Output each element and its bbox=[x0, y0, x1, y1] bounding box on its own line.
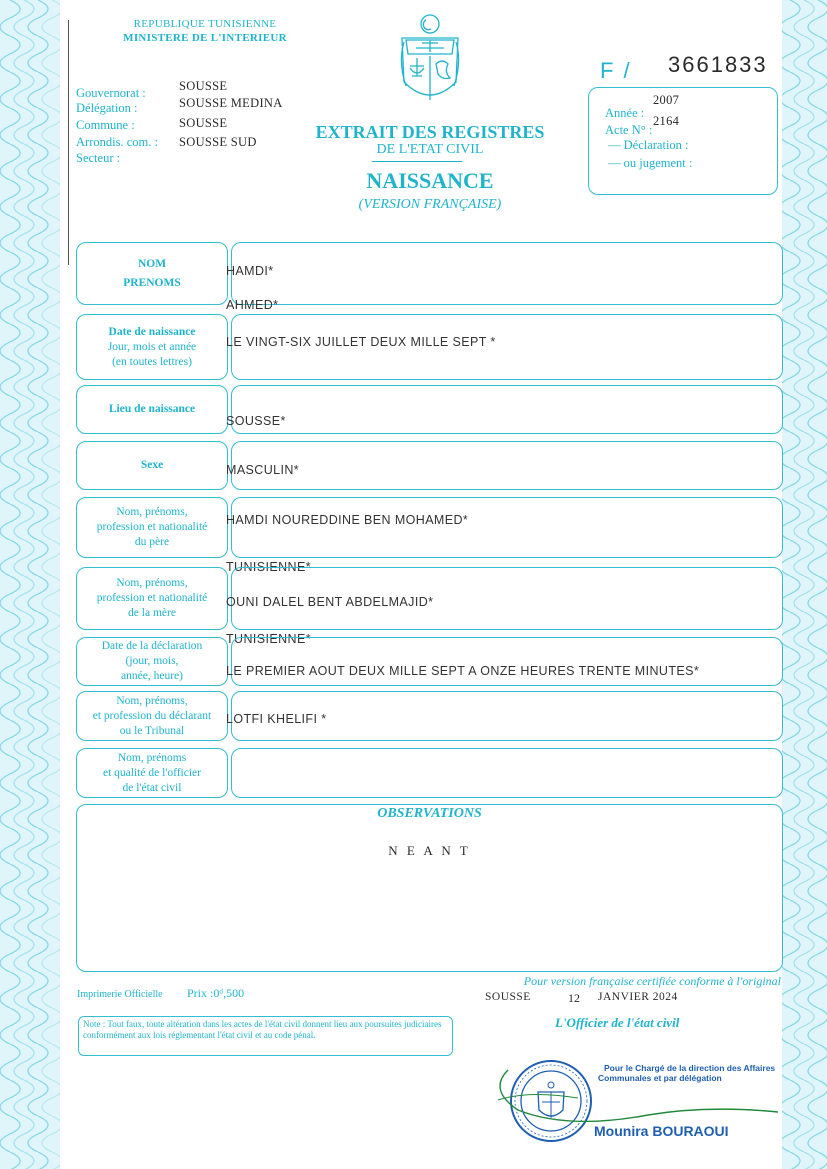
issue-month-year: JANVIER 2024 bbox=[598, 991, 678, 1003]
acte-value: 2164 bbox=[653, 114, 680, 128]
commune-label: Commune : bbox=[76, 118, 135, 132]
secteur-label: Secteur : bbox=[76, 151, 121, 165]
jugement-type-label: — ou jugement : bbox=[608, 156, 693, 170]
birth-date-label-box bbox=[76, 314, 228, 380]
legal-note: Note : Tout faux, toute altération dans les actes de l'état civil donnent lieu aux poursuites judiciaires conformément aux lois réglementant l'état civil et au code pénal. bbox=[83, 1019, 442, 1040]
prenoms-value: AHMED* bbox=[226, 298, 279, 312]
declaration-type-label: — Déclaration : bbox=[608, 138, 689, 152]
annee-value: 2007 bbox=[653, 93, 680, 107]
mother-nationality: TUNISIENNE* bbox=[226, 632, 311, 646]
officer-label-1: Nom, prénoms bbox=[117, 751, 187, 764]
birth-date-sublabel-1: Jour, mois et année bbox=[107, 340, 197, 353]
declaration-date-label-2: (jour, mois, bbox=[125, 655, 179, 667]
serial-prefix: F / bbox=[600, 58, 632, 83]
father-label-1: Nom, prénoms, bbox=[116, 506, 188, 518]
mother-label-box bbox=[76, 567, 228, 630]
document-main-title: NAISSANCE bbox=[366, 168, 494, 193]
sex-value: MASCULIN* bbox=[226, 463, 300, 477]
left-guilloche-border bbox=[0, 0, 66, 1169]
observations-title: OBSERVATIONS bbox=[377, 806, 482, 821]
acte-label: Acte N° : bbox=[605, 123, 653, 137]
declarant-label-3: ou le Tribunal bbox=[119, 724, 185, 737]
coat-of-arms-icon bbox=[398, 12, 462, 112]
left-margin-rule bbox=[68, 20, 69, 265]
birth-place-value-box bbox=[231, 385, 783, 434]
father-nationality: TUNISIENNE* bbox=[226, 560, 311, 574]
document-title-line2: DE L'ETAT CIVIL bbox=[376, 142, 484, 157]
birth-date-value: LE VINGT-SIX JUILLET DEUX MILLE SEPT * bbox=[226, 335, 496, 349]
mother-label-1: Nom, prénoms, bbox=[116, 577, 188, 589]
birth-date-label: Date de naissance bbox=[108, 325, 196, 338]
prenoms-label: PRENOMS bbox=[123, 276, 181, 289]
father-label-3: du père bbox=[134, 536, 170, 548]
declaration-date-value: LE PREMIER AOUT DEUX MILLE SEPT A ONZE HEURES TRENTE MINUTES* bbox=[226, 664, 700, 678]
birth-place-label: Lieu de naissance bbox=[108, 403, 196, 415]
father-label-box bbox=[76, 497, 228, 558]
officer-label-box bbox=[76, 748, 228, 798]
birth-place-label-box bbox=[76, 385, 228, 434]
issue-day: 12 bbox=[568, 991, 580, 1005]
annee-label: Année : bbox=[605, 106, 645, 120]
officer-label-2: et qualité de l'officier bbox=[103, 766, 201, 779]
father-value: HAMDI NOUREDDINE BEN MOHAMED* bbox=[226, 513, 469, 527]
certified-conform-text: Pour version française certifiée conforme à l'original bbox=[523, 974, 781, 988]
birth-date-sublabel-2: (en toutes lettres) bbox=[112, 355, 192, 368]
arrondissement-label: Arrondis. com. : bbox=[76, 135, 158, 149]
ministry-heading: MINISTERE DE L'INTERIEUR bbox=[123, 32, 287, 44]
father-value-box bbox=[231, 497, 783, 558]
observations-value: N E A N T bbox=[388, 843, 471, 858]
delegation-label: Délégation : bbox=[76, 101, 138, 115]
declarant-label-2: et profession du déclarant bbox=[92, 709, 212, 722]
officer-title: L'Officier de l'état civil bbox=[555, 1015, 680, 1030]
gouvernorat-label: Gouvernorat : bbox=[76, 86, 146, 100]
issue-place: SOUSSE bbox=[485, 991, 531, 1003]
mother-label-3: de la mère bbox=[128, 607, 176, 619]
gouvernorat-value: SOUSSE bbox=[179, 79, 228, 93]
arrondissement-value: SOUSSE SUD bbox=[179, 135, 257, 149]
declarant-label-1: Nom, prénoms, bbox=[116, 694, 188, 707]
commune-value: SOUSSE bbox=[179, 116, 228, 130]
declaration-date-label-box bbox=[76, 637, 228, 686]
stamp-text-line2: Communales et par délégation bbox=[598, 1073, 722, 1083]
sex-value-box bbox=[231, 441, 783, 490]
right-guilloche-border bbox=[782, 0, 827, 1169]
signatory-name: Mounira BOURAOUI bbox=[594, 1123, 729, 1139]
declaration-date-value-box bbox=[231, 637, 783, 686]
name-value-box bbox=[231, 242, 783, 305]
title-underline bbox=[372, 161, 462, 162]
mother-label-2: profession et nationalité bbox=[96, 592, 208, 604]
delegation-value: SOUSSE MEDINA bbox=[179, 96, 283, 110]
version-subtitle: (VERSION FRANÇAISE) bbox=[358, 197, 502, 212]
sex-label: Sexe bbox=[140, 459, 164, 471]
officer-label-3: de l'état civil bbox=[122, 781, 182, 794]
observations-box bbox=[76, 804, 783, 972]
declaration-date-label-1: Date de la déclaration bbox=[101, 640, 203, 652]
sex-label-box bbox=[76, 441, 228, 490]
declarant-label-box bbox=[76, 691, 228, 741]
mother-value: OUNI DALEL BENT ABDELMAJID* bbox=[226, 595, 434, 609]
declarant-value: LOTFI KHELIFI * bbox=[226, 712, 327, 726]
document-title-line1: EXTRAIT DES REGISTRES bbox=[315, 122, 545, 142]
republic-heading: REPUBLIQUE TUNISIENNE bbox=[133, 18, 277, 30]
stamp-text-line1: Pour le Chargé de la direction des Affaires bbox=[604, 1063, 776, 1073]
name-label-box bbox=[76, 242, 228, 305]
father-label-2: profession et nationalité bbox=[96, 521, 208, 533]
declaration-date-label-3: année, heure) bbox=[121, 670, 183, 682]
nom-value: HAMDI* bbox=[226, 264, 274, 278]
imprimerie-label: Imprimerie Officielle bbox=[77, 989, 163, 1000]
nom-label: NOM bbox=[137, 257, 167, 270]
price-label: Prix :0ᵈ,500 bbox=[187, 986, 245, 1000]
officer-value-box bbox=[231, 748, 783, 798]
serial-number: 3661833 bbox=[668, 52, 768, 77]
birth-place-value: SOUSSE* bbox=[226, 414, 286, 428]
